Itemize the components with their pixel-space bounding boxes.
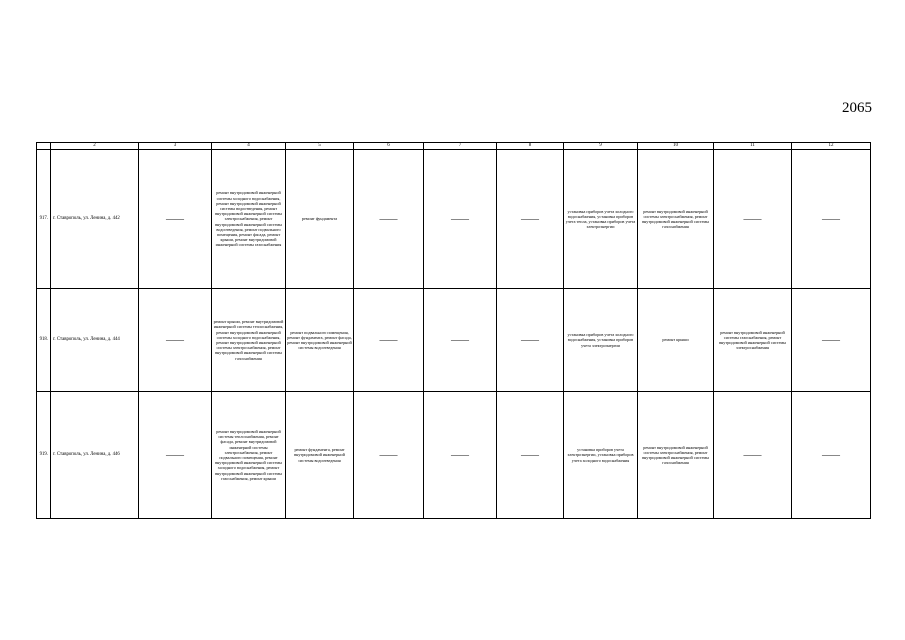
table-cell: ——	[424, 289, 497, 392]
column-header: 10	[638, 143, 714, 150]
table-cell: ——	[139, 289, 212, 392]
column-header: 9	[564, 143, 638, 150]
column-header: 5	[286, 143, 354, 150]
table-cell: ремонт крыши, ремонт внутридомовой инженерной системы теплоснабжения, ремонт внутридомовой инженерной системы холодного водоснабжения, ремонт внутридомовой инженерной системы электроснабжения, ремонт внутридомовой инженерной системы газоснабжения	[212, 289, 286, 392]
table-cell: ——	[139, 150, 212, 289]
row-number: 918.	[37, 289, 51, 392]
table-cell: ——	[139, 392, 212, 519]
column-header: 11	[714, 143, 792, 150]
table-cell: ——	[792, 392, 871, 519]
table-cell: ремонт внутридомовой инженерной системы газоснабжения, ремонт внутридомовой инженерной системы электроснабжения	[714, 289, 792, 392]
table-cell: ——	[354, 150, 424, 289]
table-cell: ——	[497, 289, 564, 392]
table-cell: ——	[497, 392, 564, 519]
column-header: 8	[497, 143, 564, 150]
table-cell: ——	[792, 289, 871, 392]
table-cell: ——	[497, 150, 564, 289]
table-cell: ремонт внутридомовой инженерной системы теплоснабжения, ремонт фасада, ремонт внутридомовой инженерной системы электроснабжения, ремонт подвального помещения, ремонт внутридомовой инженерной системы холодного водоснабжения, ремонт внутридомовой инженерной системы газоснабжения, ремонт крыши	[212, 392, 286, 519]
row-number: 917.	[37, 150, 51, 289]
address-cell: г. Ставрополь, ул. Ленина, д. 442	[51, 150, 139, 289]
table-row	[37, 289, 871, 392]
table-row	[37, 392, 871, 519]
table-cell: установка приборов учета холодного водоснабжения, установка приборов учета электроэнергии	[564, 289, 638, 392]
table-cell: ремонт подвального помещения, ремонт фундамента, ремонт фасада, ремонт внутридомовой инженерной системы водоотведения	[286, 289, 354, 392]
table-cell: ремонт внутридомовой инженерной системы холодного водоснабжения, ремонт внутридомовой инженерной системы водоотведения, ремонт внутридомовой инженерной системы электроснабжения, ремонт внутридомовой инженерной системы водоотведения, ремонт подвального помещения, ремонт фасада, ремонт крыши, ремонт внутридомовой инженерной системы газоснабжения	[212, 150, 286, 289]
column-header: 2	[51, 143, 139, 150]
column-header	[37, 143, 51, 150]
column-header: 7	[424, 143, 497, 150]
table-cell: ремонт внутридомовой инженерной системы электроснабжения, ремонт внутридомовой инженерной системы газоснабжения	[638, 392, 714, 519]
repair-schedule-table	[36, 142, 871, 519]
table-cell: ——	[792, 150, 871, 289]
page-number: 2065	[842, 100, 872, 116]
table-cell: ремонт крыши	[638, 289, 714, 392]
table-cell: ——	[714, 150, 792, 289]
table-cell: ——	[424, 392, 497, 519]
column-header: 12	[792, 143, 871, 150]
row-number: 919.	[37, 392, 51, 519]
table-cell: ——	[354, 392, 424, 519]
column-header: 6	[354, 143, 424, 150]
table-cell: ——	[424, 150, 497, 289]
table-cell: ——	[714, 392, 792, 519]
address-cell: г. Ставрополь, ул. Ленина, д. 444	[51, 289, 139, 392]
address-cell: г. Ставрополь, ул. Ленина, д. 446	[51, 392, 139, 519]
table-cell: ремонт фундамента	[286, 150, 354, 289]
column-header: 3	[139, 143, 212, 150]
table-cell: ремонт внутридомовой инженерной системы электроснабжения, ремонт внутридомовой инженерной системы газоснабжения	[638, 150, 714, 289]
table-cell: установка приборов учета холодного водоснабжения, установка приборов учета тепла, установка приборов учета электроэнергии	[564, 150, 638, 289]
table-row	[37, 150, 871, 289]
table-cell: установка приборов учета электроэнергии, установка приборов учета холодного водоснабжения	[564, 392, 638, 519]
table-cell: ——	[354, 289, 424, 392]
header-row	[37, 143, 871, 150]
table-cell: ремонт фундамента, ремонт внутридомовой инженерной системы водоотведения	[286, 392, 354, 519]
column-header: 4	[212, 143, 286, 150]
